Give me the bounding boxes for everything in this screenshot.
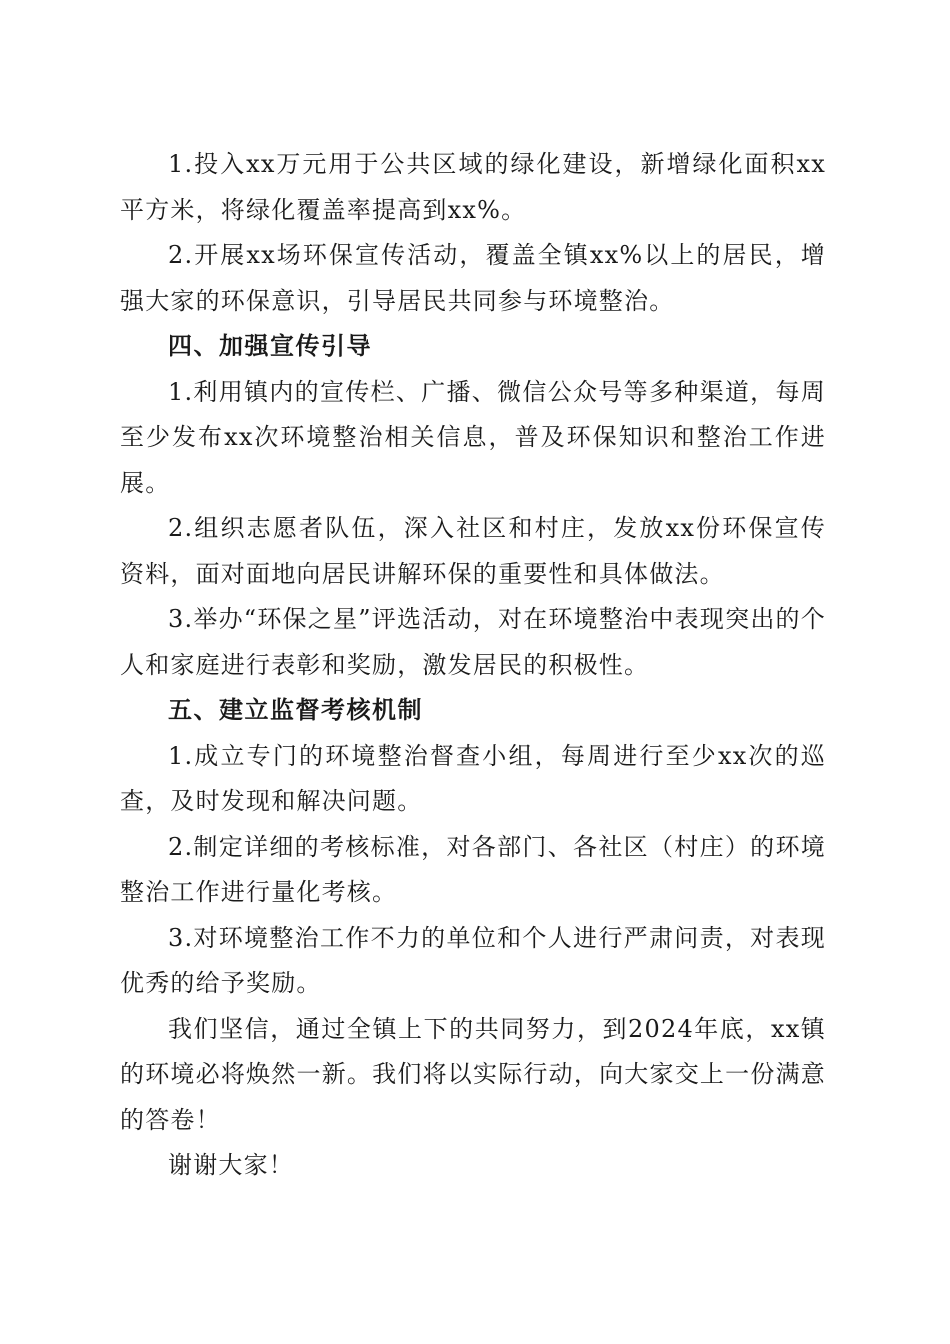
paragraph-conclusion: 我们坚信，通过全镇上下的共同努力，到2024年底，xx镇的环境必将焕然一新。我们将以实际行动，向大家交上一份满意的答卷！ [120, 1014, 826, 1134]
document-page [120, 142, 826, 1189]
section-heading-supervision: 五、建立监督考核机制 [168, 696, 423, 724]
paragraph-env-campaign: 2.开展xx场环保宣传活动，覆盖全镇xx%以上的居民，增强大家的环保意识，引导居民共同参与环境整治。 [120, 241, 826, 315]
section-heading-publicity: 四、加强宣传引导 [168, 332, 372, 360]
paragraph-volunteer-team: 2.组织志愿者队伍，深入社区和村庄，发放xx份环保宣传资料，面对面地向居民讲解环保的重要性和具体做法。 [120, 514, 826, 588]
paragraph-inspection-group: 1.成立专门的环境整治督查小组，每周进行至少xx次的巡查，及时发现和解决问题。 [120, 741, 826, 815]
paragraph-eco-star-award: 3.举办“环保之星”评选活动，对在环境整治中表现突出的个人和家庭进行表彰和奖励，激发居民的积极性。 [120, 605, 826, 679]
paragraph-greening-investment: 1.投入xx万元用于公共区域的绿化建设，新增绿化面积xx平方米，将绿化覆盖率提高到xx%。 [120, 150, 826, 224]
paragraph-assessment-standard: 2.制定详细的考核标准，对各部门、各社区（村庄）的环境整治工作进行量化考核。 [120, 832, 826, 906]
paragraph-thanks: 谢谢大家！ [168, 1151, 294, 1179]
paragraph-accountability: 3.对环境整治工作不力的单位和个人进行严肃问责，对表现优秀的给予奖励。 [120, 923, 826, 997]
paragraph-publicity-channels: 1.利用镇内的宣传栏、广播、微信公众号等多种渠道，每周至少发布xx次环境整治相关信息，普及环保知识和整治工作进展。 [120, 377, 826, 497]
